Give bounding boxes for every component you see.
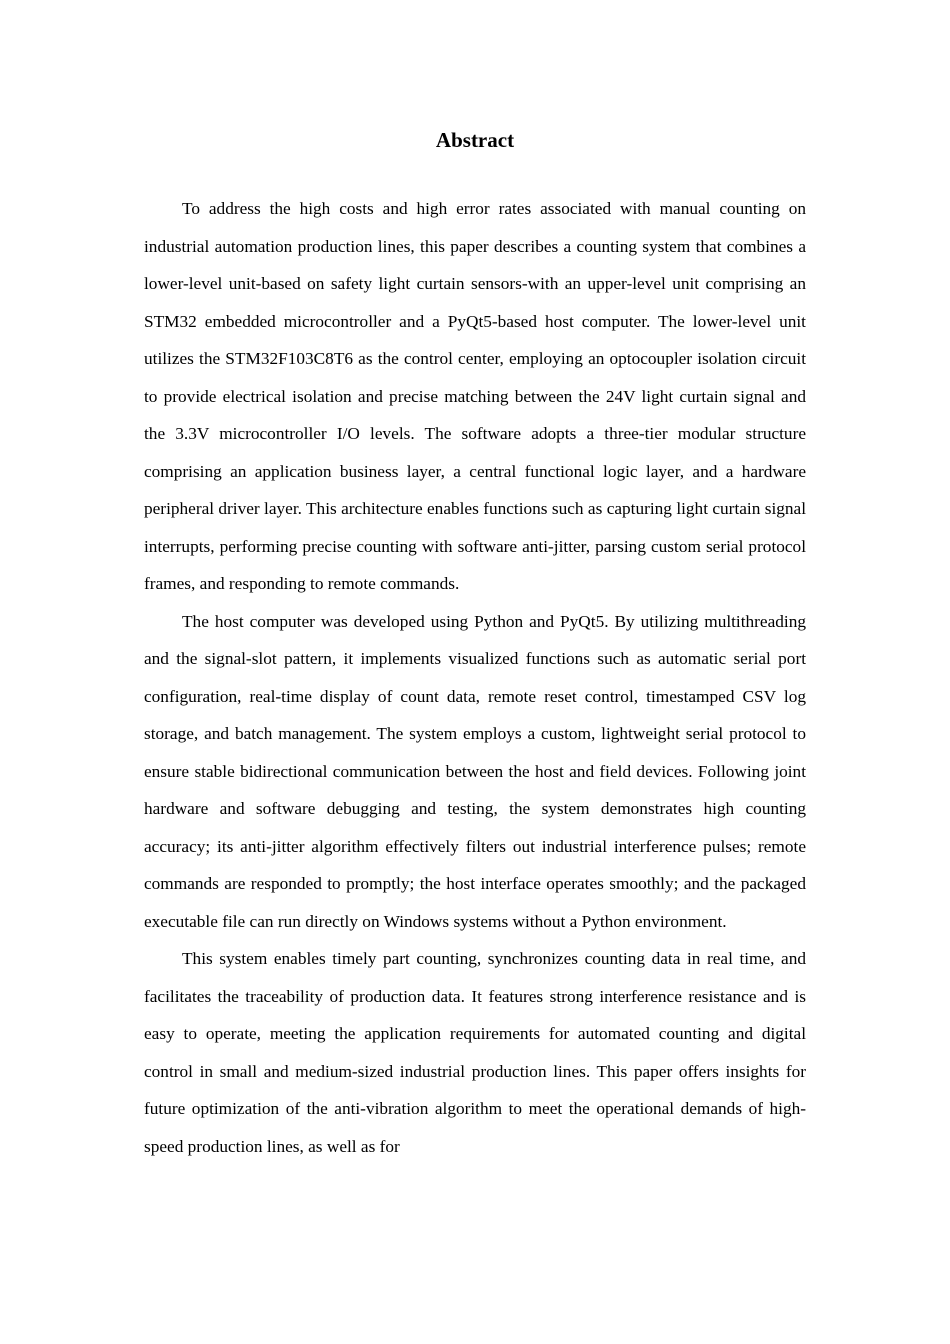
abstract-paragraph-2: The host computer was developed using Python and PyQt5. By utilizing multithreading and the signal-slot pattern, it implements visualized functions such as automatic serial port configuration, real-time display of count data, remote reset control, timestamped CSV log storage, and batch management. The system employs a custom, lightweight serial protocol to ensure stable bidirectional communication between the host and field devices. Following joint hardware and software debugging and testing, the system demonstrates high counting accuracy; its anti-jitter algorithm effectively filters out industrial interference pulses; remote commands are responded to promptly; the host interface operates smoothly; and the packaged executable file can run directly on Windows systems without a Python environment.: [144, 611, 806, 931]
abstract-body: [144, 190, 806, 1165]
abstract-paragraph-1: To address the high costs and high error rates associated with manual counting on industrial automation production lines, this paper describes a counting system that combines a lower-level unit-based on safety light curtain sensors-with an upper-level unit comprising an STM32 embedded microcontroller and a PyQt5-based host computer. The lower-level unit utilizes the STM32F103C8T6 as the control center, employing an optocoupler isolation circuit to provide electrical isolation and precise matching between the 24V light curtain signal and the 3.3V microcontroller I/O levels. The software adopts a three-tier modular structure comprising an application business layer, a central functional logic layer, and a hardware peripheral driver layer. This architecture enables functions such as capturing light curtain signal interrupts, performing precise counting with software anti-jitter, parsing custom serial protocol frames, and responding to remote commands.: [144, 199, 806, 593]
page-title: Abstract: [435, 128, 515, 152]
abstract-paragraph-3: This system enables timely part counting, synchronizes counting data in real time, and facilitates the traceability of production data. It features strong interference resistance and is easy to operate, meeting the application requirements for automated counting and digital control in small and medium-sized industrial production lines. This paper offers insights for future optimization of the anti-vibration algorithm to meet the operational demands of high-speed production lines, as well as for: [144, 949, 806, 1156]
